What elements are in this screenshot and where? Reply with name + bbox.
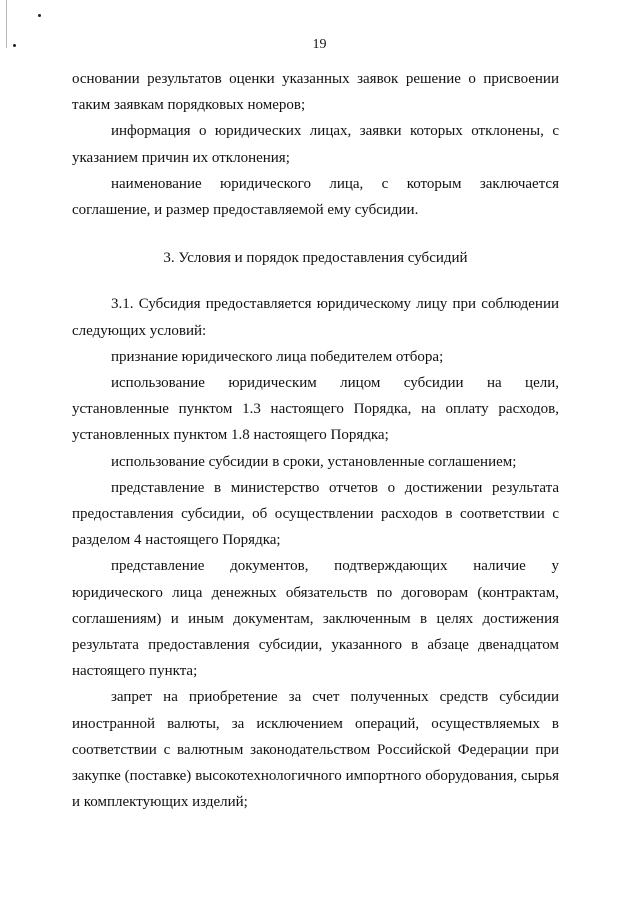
paragraph: признание юридического лица победителем отбора; xyxy=(111,348,444,365)
document-body xyxy=(72,66,559,815)
section-heading: 3. Условия и порядок предоставления субсидий xyxy=(163,250,468,267)
paragraph: представление документов, подтверждающих наличие у юридического лица денежных обязательств по договорам (контрактам, соглашениям) и иным документам, заключенным в целях достижения результата предоставления субсидии, указанного в абзаце двенадцатом настоящего пункта; xyxy=(72,558,559,680)
paragraph: запрет на приобретение за счет полученных средств субсидии иностранной валюты, за исключением операций, осуществляемых в соответствии с валютным законодательством Российской Федерации при закупке (поставке) высокотехнологичного импортного оборудования, сырья и комплектующих изделий; xyxy=(72,689,559,811)
paragraph: представление в министерство отчетов о достижении результата предоставления субсидии, об осуществлении расходов в соответствии с разделом 4 настоящего Порядка; xyxy=(72,479,559,549)
paragraph: информация о юридических лицах, заявки которых отклонены, с указанием причин их отклонения; xyxy=(72,123,559,166)
paragraph: наименование юридического лица, с которым заключается соглашение, и размер предоставляемой ему субсидии. xyxy=(72,175,559,219)
page-number: 19 xyxy=(312,37,327,52)
paragraph: 3.1. Субсидия предоставляется юридическому лицу при соблюдении следующих условий: xyxy=(72,296,559,339)
paragraph: использование субсидии в сроки, установленные соглашением; xyxy=(111,453,517,470)
paragraph: использование юридическим лицом субсидии на цели, установленные пунктом 1.3 настоящего Порядка, на оплату расходов, установленных пунктом 1.8 настоящего Порядка; xyxy=(72,375,559,444)
paragraph-continuation: основании результатов оценки указанных заявок решение о присвоении таким заявкам порядковых номеров; xyxy=(72,71,559,114)
scan-speck xyxy=(38,14,41,17)
